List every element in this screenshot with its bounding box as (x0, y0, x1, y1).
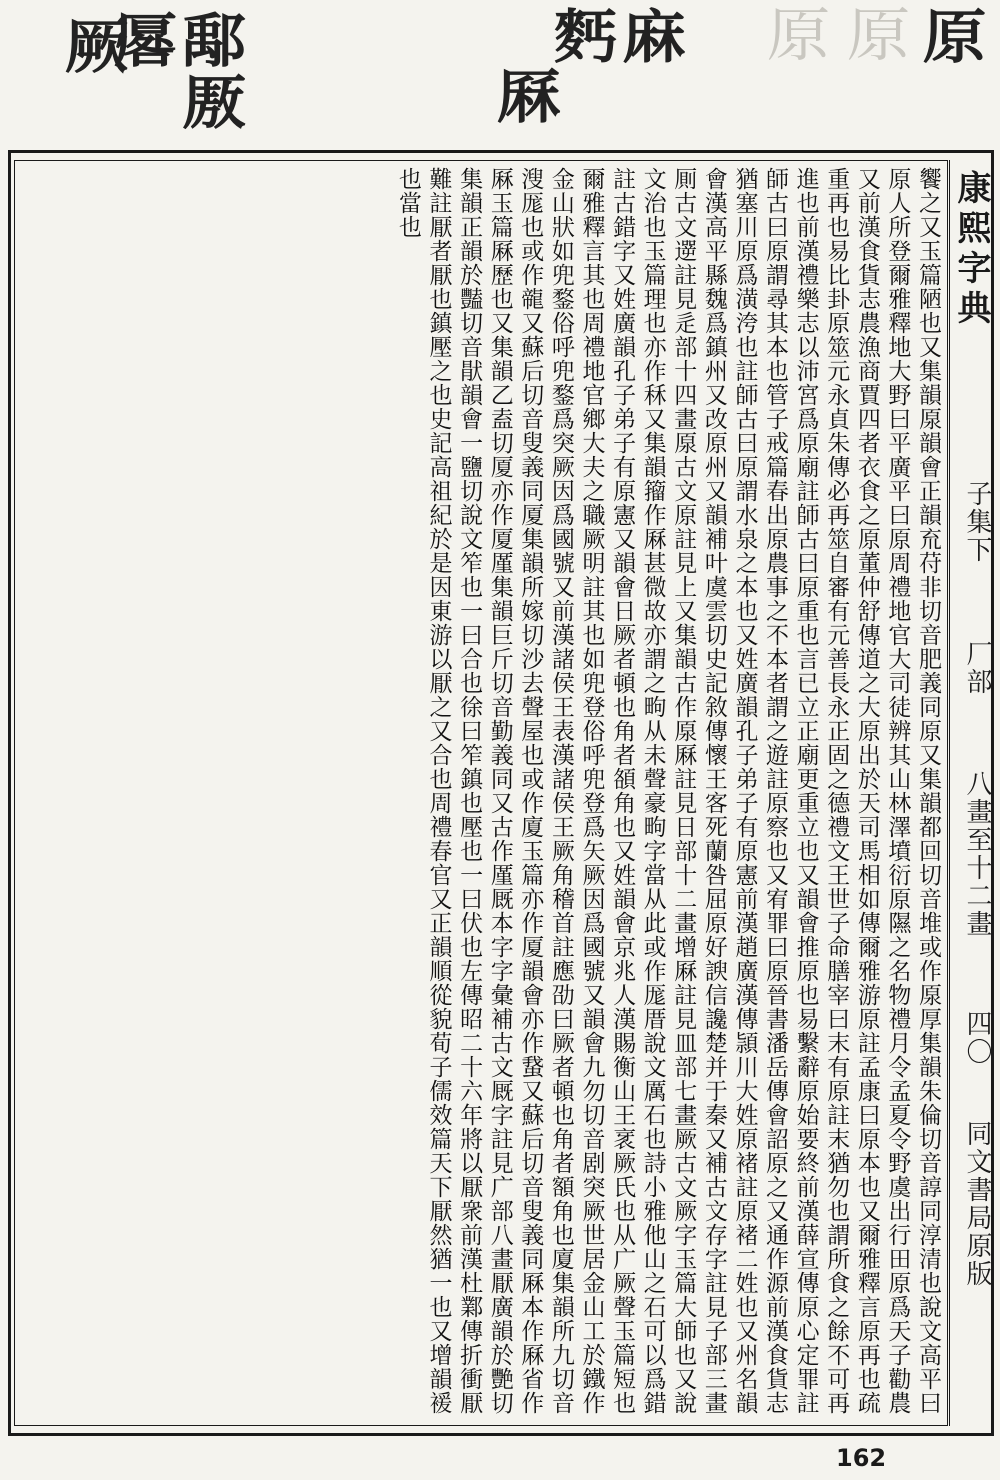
seal-script-header (0, 0, 1000, 150)
seal-glyph-group-right: 原 (911, 6, 987, 68)
page-sidebar (949, 160, 995, 1426)
seal-glyph-faint: 原 (835, 4, 911, 66)
dictionary-entries-text: 饗之又玉篇陋也又集韻厡韻會正韻㐬苻非切音肥義同原又集韻都回切音堆或作厡厚集韻朱倫切音諄同淳清也說文高平曰原人所登爾雅釋地大野曰平廣平曰原周禮地官大司徒辨其山林澤墳衍原隰之名物禮月令孟夏令野虞出行田原爲天子勸農又前漢食貨志農漁商賈四者衣食之原董仲舒傳道之大原出於天司馬相如傳爾雅游原註孟康曰原本也又爾雅釋言原再也疏重再也易比卦原筮元永貞朱傳必再筮自審有元善長永正固之德禮文王世子命膳宰曰末有原註末猶勿也謂所食之餘不可再進也前漢禮樂志以沛宮爲原廟註師古曰原重也言已立正廟更重立也又韻會推原也易繫辭原始要終前漢薛宣傳原心定罪註師古曰原謂尋其本也管子戒篇春出原農事之不本者謂之遊註原察也又宥罪曰原晉書潘岳傳會詔原之又通作源前漢食貨志猶塞川原爲潢洿也註師古曰原謂水泉之本也又姓廣韻孔子弟子有原憲前漢趙廣漢傳頴川大姓原褚註原褚二姓也又州名韻會漢高平縣魏爲鎮州又改原州又韻補叶虞雲切史記敘傳懷王客死蘭咎屈原好諛信讒楚并于秦又補古文存字註見子部三畫厠古文遻註見辵部十四畫厡古文原註見上又集韻古作厡厤註見日部十二畫增厤註見皿部七畫厥古文厥字玉篇大師也又說文治也玉篇理也亦作秝又集韻籀作厤甚微故亦謂之㽛从未聲豪㽛字當从此或作厖厝說文厲石也詩小雅他山之石可以爲錯註古錯字又姓廣韻孔子弟子有原憲又韻會日厥者頓也角者頟角也又姓韻會京兆人漢賜衡山王衺厥氏也从广厥聲玉篇短也爾雅釋言其也周禮地官鄉大夫之職厥明註其也如兜登俗呼兜登爲矢厥因爲國號又韻會九勿切音剧突厥世居金山工於鐵作金山狀如兜鍪俗呼兜鍪爲突厥因爲國號又前漢諸侯王表漢諸侯王厥角稽首註應劭曰厥者頓也角者額角也廈集韻所九切音溲厖也或作㡣又蘇后切音叟義同厦集韻所嫁切沙去聲屋也或作廈玉篇亦作厦韻會亦作䖸又蘇后切音叟義同厤本作厤省作厤玉篇厤歷也又集韻乙盍切厦亦作厦厪集韻巨斤切音勤義同又古作厪厩本字字彙補古文厩字註見广部八畫厭廣韻於艷切集韻正韻於豔切音猒韻會一鹽切說文笮也一曰合也徐曰笮鎮也壓也一曰伏也左傳昭二十六年將以厭衆前漢杜鄴傳折衝厭難註厭者厭也鎮壓之也史記高祖紀於是因東游以厭之又合也周禮春官又正韻順從貌荀子儒效篇天下厭然猶一也又增韻褑也當也 (394, 167, 941, 1415)
dictionary-body-panel (14, 160, 948, 1426)
radical-label: 厂部 (962, 640, 992, 696)
seal-glyph-group-left-c: 厥 (53, 16, 129, 78)
book-title: 康熙字典 (951, 170, 991, 330)
seal-glyph-faint: 原 (755, 4, 831, 66)
publisher-label: 同文書局原版 (962, 1120, 992, 1288)
stroke-range-label: 八畫至十二畫 (962, 770, 992, 938)
seal-glyph-group-left-b: 厫 (171, 72, 247, 134)
folio-number: 四〇 (962, 1010, 992, 1066)
seal-glyph-group-left-a: 厬鄅 (113, 7, 251, 75)
seal-glyph-group-middle-bottom: 厤 (485, 66, 561, 128)
section-label: 子集下 (962, 480, 992, 564)
seal-glyph-group-middle-top: 麫麻 (553, 3, 691, 71)
page-number: 162 (836, 1444, 887, 1472)
